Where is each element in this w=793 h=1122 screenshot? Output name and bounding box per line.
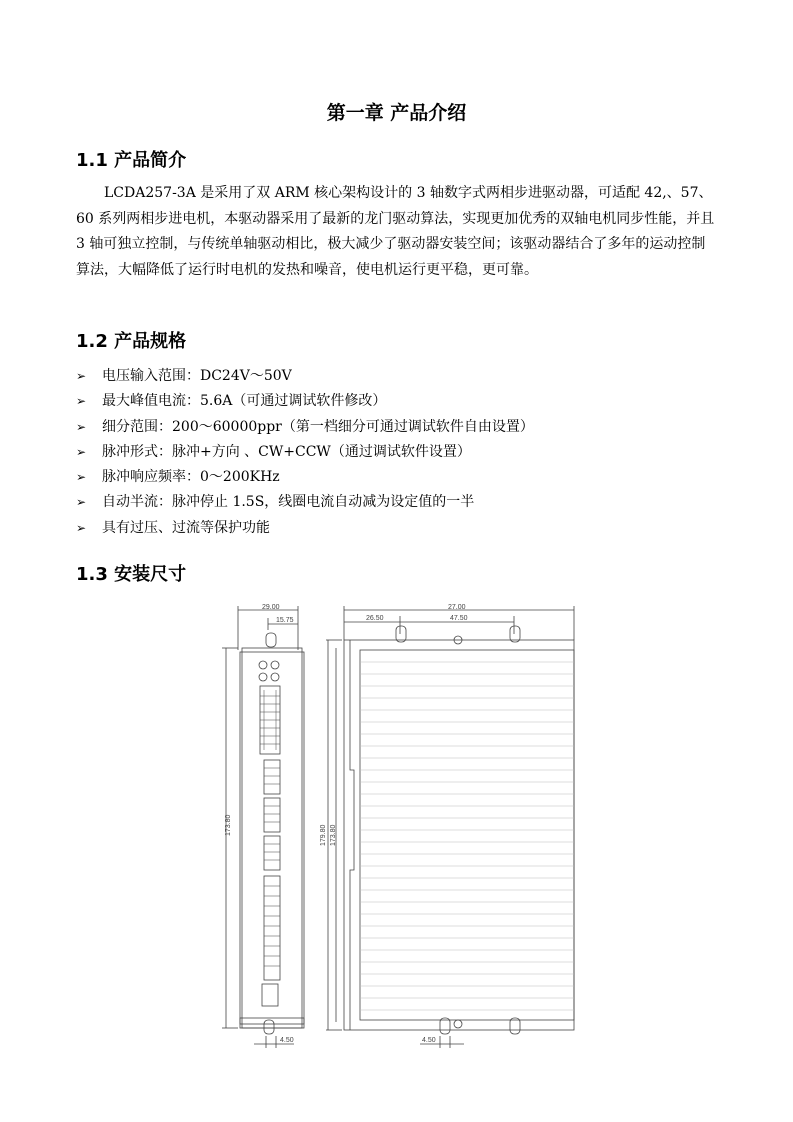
spec-list (76, 364, 534, 541)
dim-side-bottom: 4.50 (422, 1037, 436, 1044)
bullet-arrow-icon: ➢ (76, 495, 87, 510)
spec-item: ➢ 电压输入范围：DC24V～50V (76, 364, 534, 389)
bullet-arrow-icon: ➢ (76, 470, 87, 485)
mounting-drawing (214, 600, 586, 1052)
dim-side-height-inner: 173.80 (330, 824, 337, 846)
dim-side-width: 27.00 (448, 604, 466, 611)
side-view (320, 604, 574, 1048)
dim-front-width: 29.00 (262, 604, 280, 611)
bullet-arrow-icon: ➢ (76, 419, 87, 434)
chapter-title: 第一章 产品介绍 (326, 102, 467, 124)
bullet-arrow-icon: ➢ (76, 444, 87, 459)
spec-item: ➢ 脉冲响应频率：0～200KHz (76, 465, 534, 490)
spec-item: ➢ 自动半流：脉冲停止 1.5S，线圈电流自动减为设定值的一半 (76, 490, 534, 515)
dim-front-bottom: 4.50 (280, 1037, 294, 1044)
overview-paragraph (76, 181, 716, 283)
spec-item: ➢ 具有过压、过流等保护功能 (76, 516, 534, 541)
spec-item: ➢ 脉冲形式：脉冲+方向 、CW+CCW（通过调试软件设置） (76, 440, 534, 465)
front-view (222, 604, 304, 1048)
bullet-arrow-icon: ➢ (76, 369, 87, 383)
bullet-arrow-icon: ➢ (76, 520, 87, 535)
dim-side-height-outer: 179.80 (320, 824, 327, 846)
dim-side-right: 47.50 (450, 615, 468, 622)
spec-item: ➢ 细分范围：200～60000ppr（第一档细分可通过调试软件自由设置） (76, 415, 534, 440)
dim-front-height: 173.80 (225, 814, 232, 836)
section-heading-dimensions: 1.3 安装尺寸 (76, 564, 187, 585)
section-heading-overview: 1.1 产品简介 (76, 150, 187, 171)
spec-item: ➢ 最大峰值电流：5.6A（可通过调试软件修改） (76, 389, 534, 414)
dim-side-left: 26.50 (366, 615, 384, 622)
section-heading-specs: 1.2 产品规格 (76, 331, 187, 352)
bullet-arrow-icon: ➢ (76, 394, 87, 409)
dim-front-offset: 15.75 (276, 617, 294, 624)
overview-text: LCDA257-3A 是采用了双 ARM 核心架构设计的 3 轴数字式两相步进驱动器，可适配 42,、57、60 系列两相步进电机，本驱动器采用了最新的龙门驱动算法，实现更加优秀的双轴电机同步性能，并且 3 轴可独立控制，与传统单轴驱动相比，极大减少了驱动器安装空间；该驱动器结合了多年的运动控制算法，大幅降低了运行时电机的发热和噪音，使电机运行更平稳，更可靠。 (76, 185, 715, 278)
